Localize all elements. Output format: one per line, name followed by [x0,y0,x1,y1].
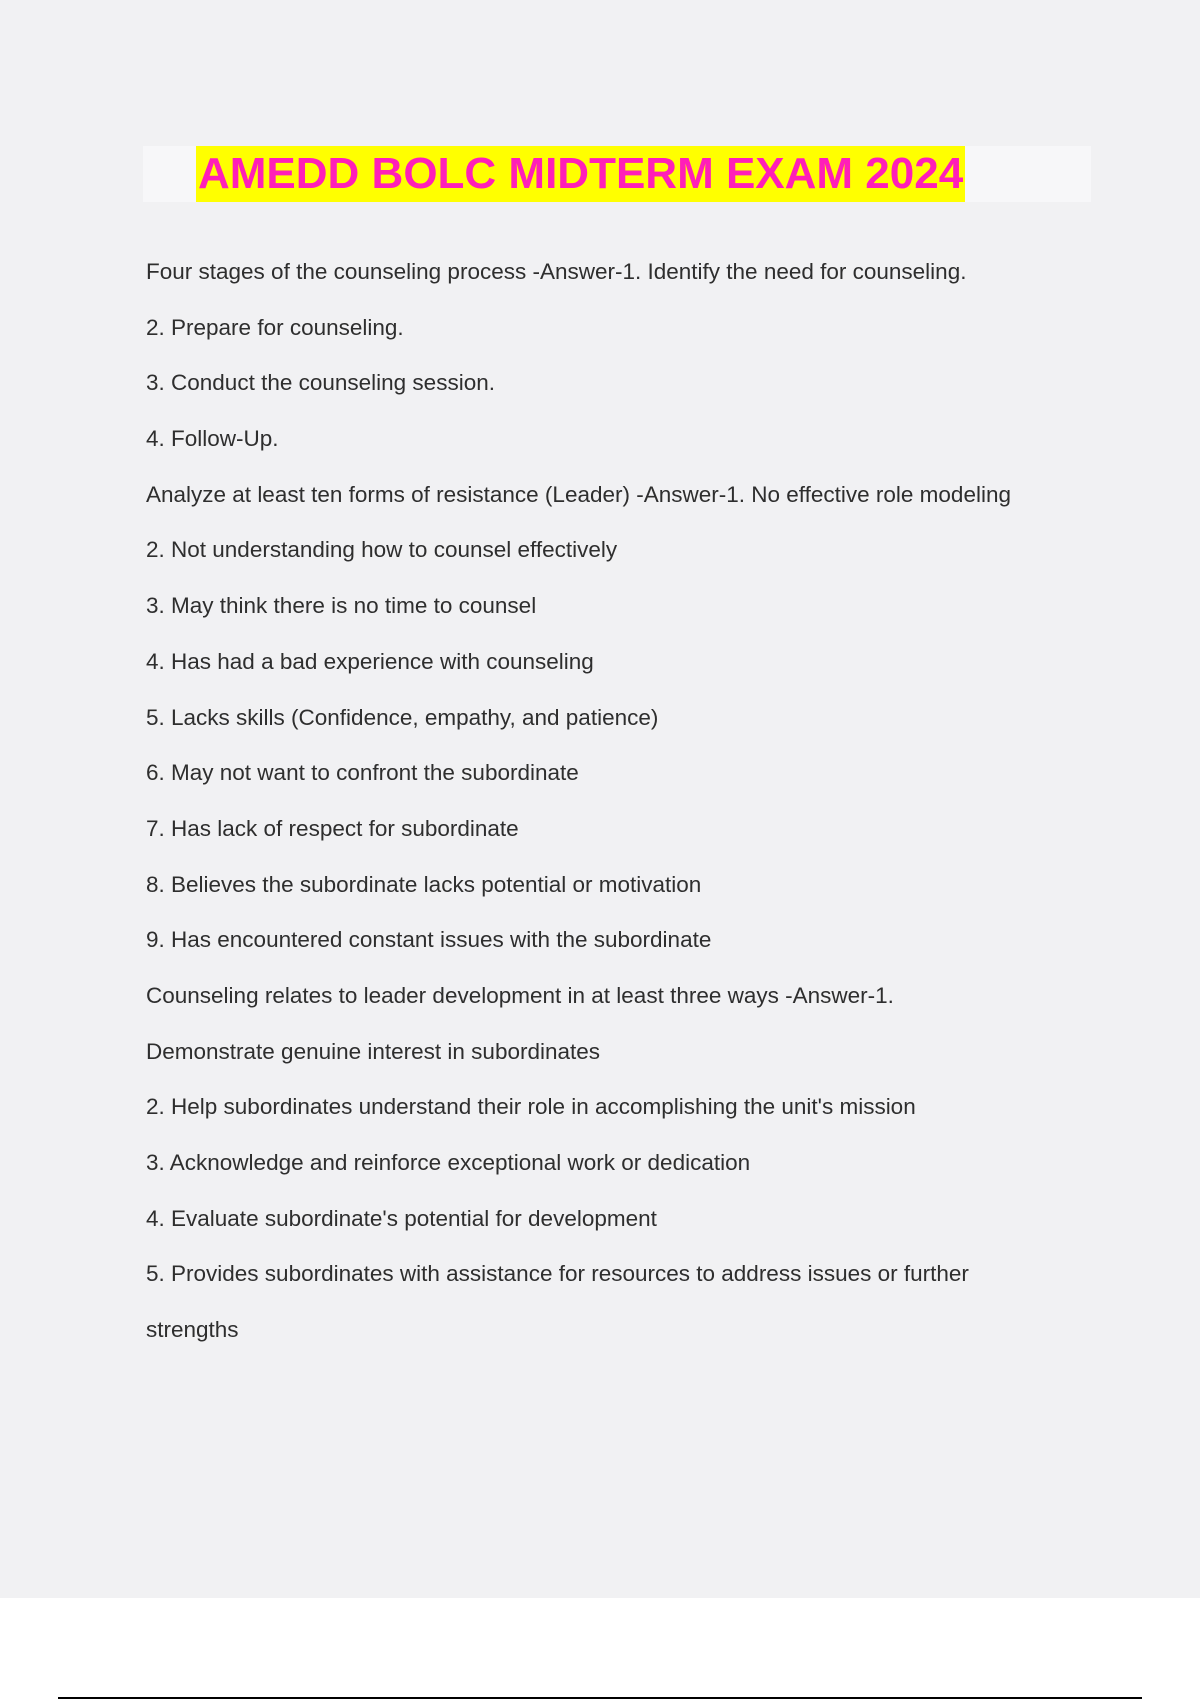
text-line: 3. May think there is no time to counsel [146,593,537,619]
text-line: Counseling relates to leader development in at least three ways -Answer-1. [146,982,894,1008]
text-line: 2. Prepare for counseling. [146,314,404,340]
text-line: Analyze at least ten forms of resistance (Leader) -Answer-1. No effective role modeling [146,481,1011,507]
text-line: 7. Has lack of respect for subordinate [146,815,519,841]
text-line: 4. Has had a bad experience with counseling [146,648,594,674]
document-title: AMEDD BOLC MIDTERM EXAM 2024 [196,146,965,202]
text-line: 9. Has encountered constant issues with the subordinate [146,927,712,953]
text-line: 2. Not understanding how to counsel effectively [146,537,618,563]
text-line: 3. Conduct the counseling session. [146,370,495,396]
text-line: Four stages of the counseling process -Answer-1. Identify the need for counseling. [146,259,967,284]
text-line: strengths [146,1317,239,1343]
text-line: 5. Lacks skills (Confidence, empathy, and patience) [146,704,659,730]
text-line: 2. Help subordinates understand their role in accomplishing the unit's mission [146,1094,916,1120]
footer-rule [58,1697,1142,1699]
document-body [146,252,1106,1366]
text-line: 3. Acknowledge and reinforce exceptional work or dedication [146,1150,751,1175]
text-line: 5. Provides subordinates with assistance for resources to address issues or further [146,1261,969,1287]
text-line: Demonstrate genuine interest in subordinates [146,1038,601,1064]
text-line: 4. Follow-Up. [146,426,279,452]
text-line: 4. Evaluate subordinate's potential for development [146,1205,657,1231]
text-line: 6. May not want to confront the subordinate [146,760,579,786]
text-line: 8. Believes the subordinate lacks potential or motivation [146,871,702,897]
